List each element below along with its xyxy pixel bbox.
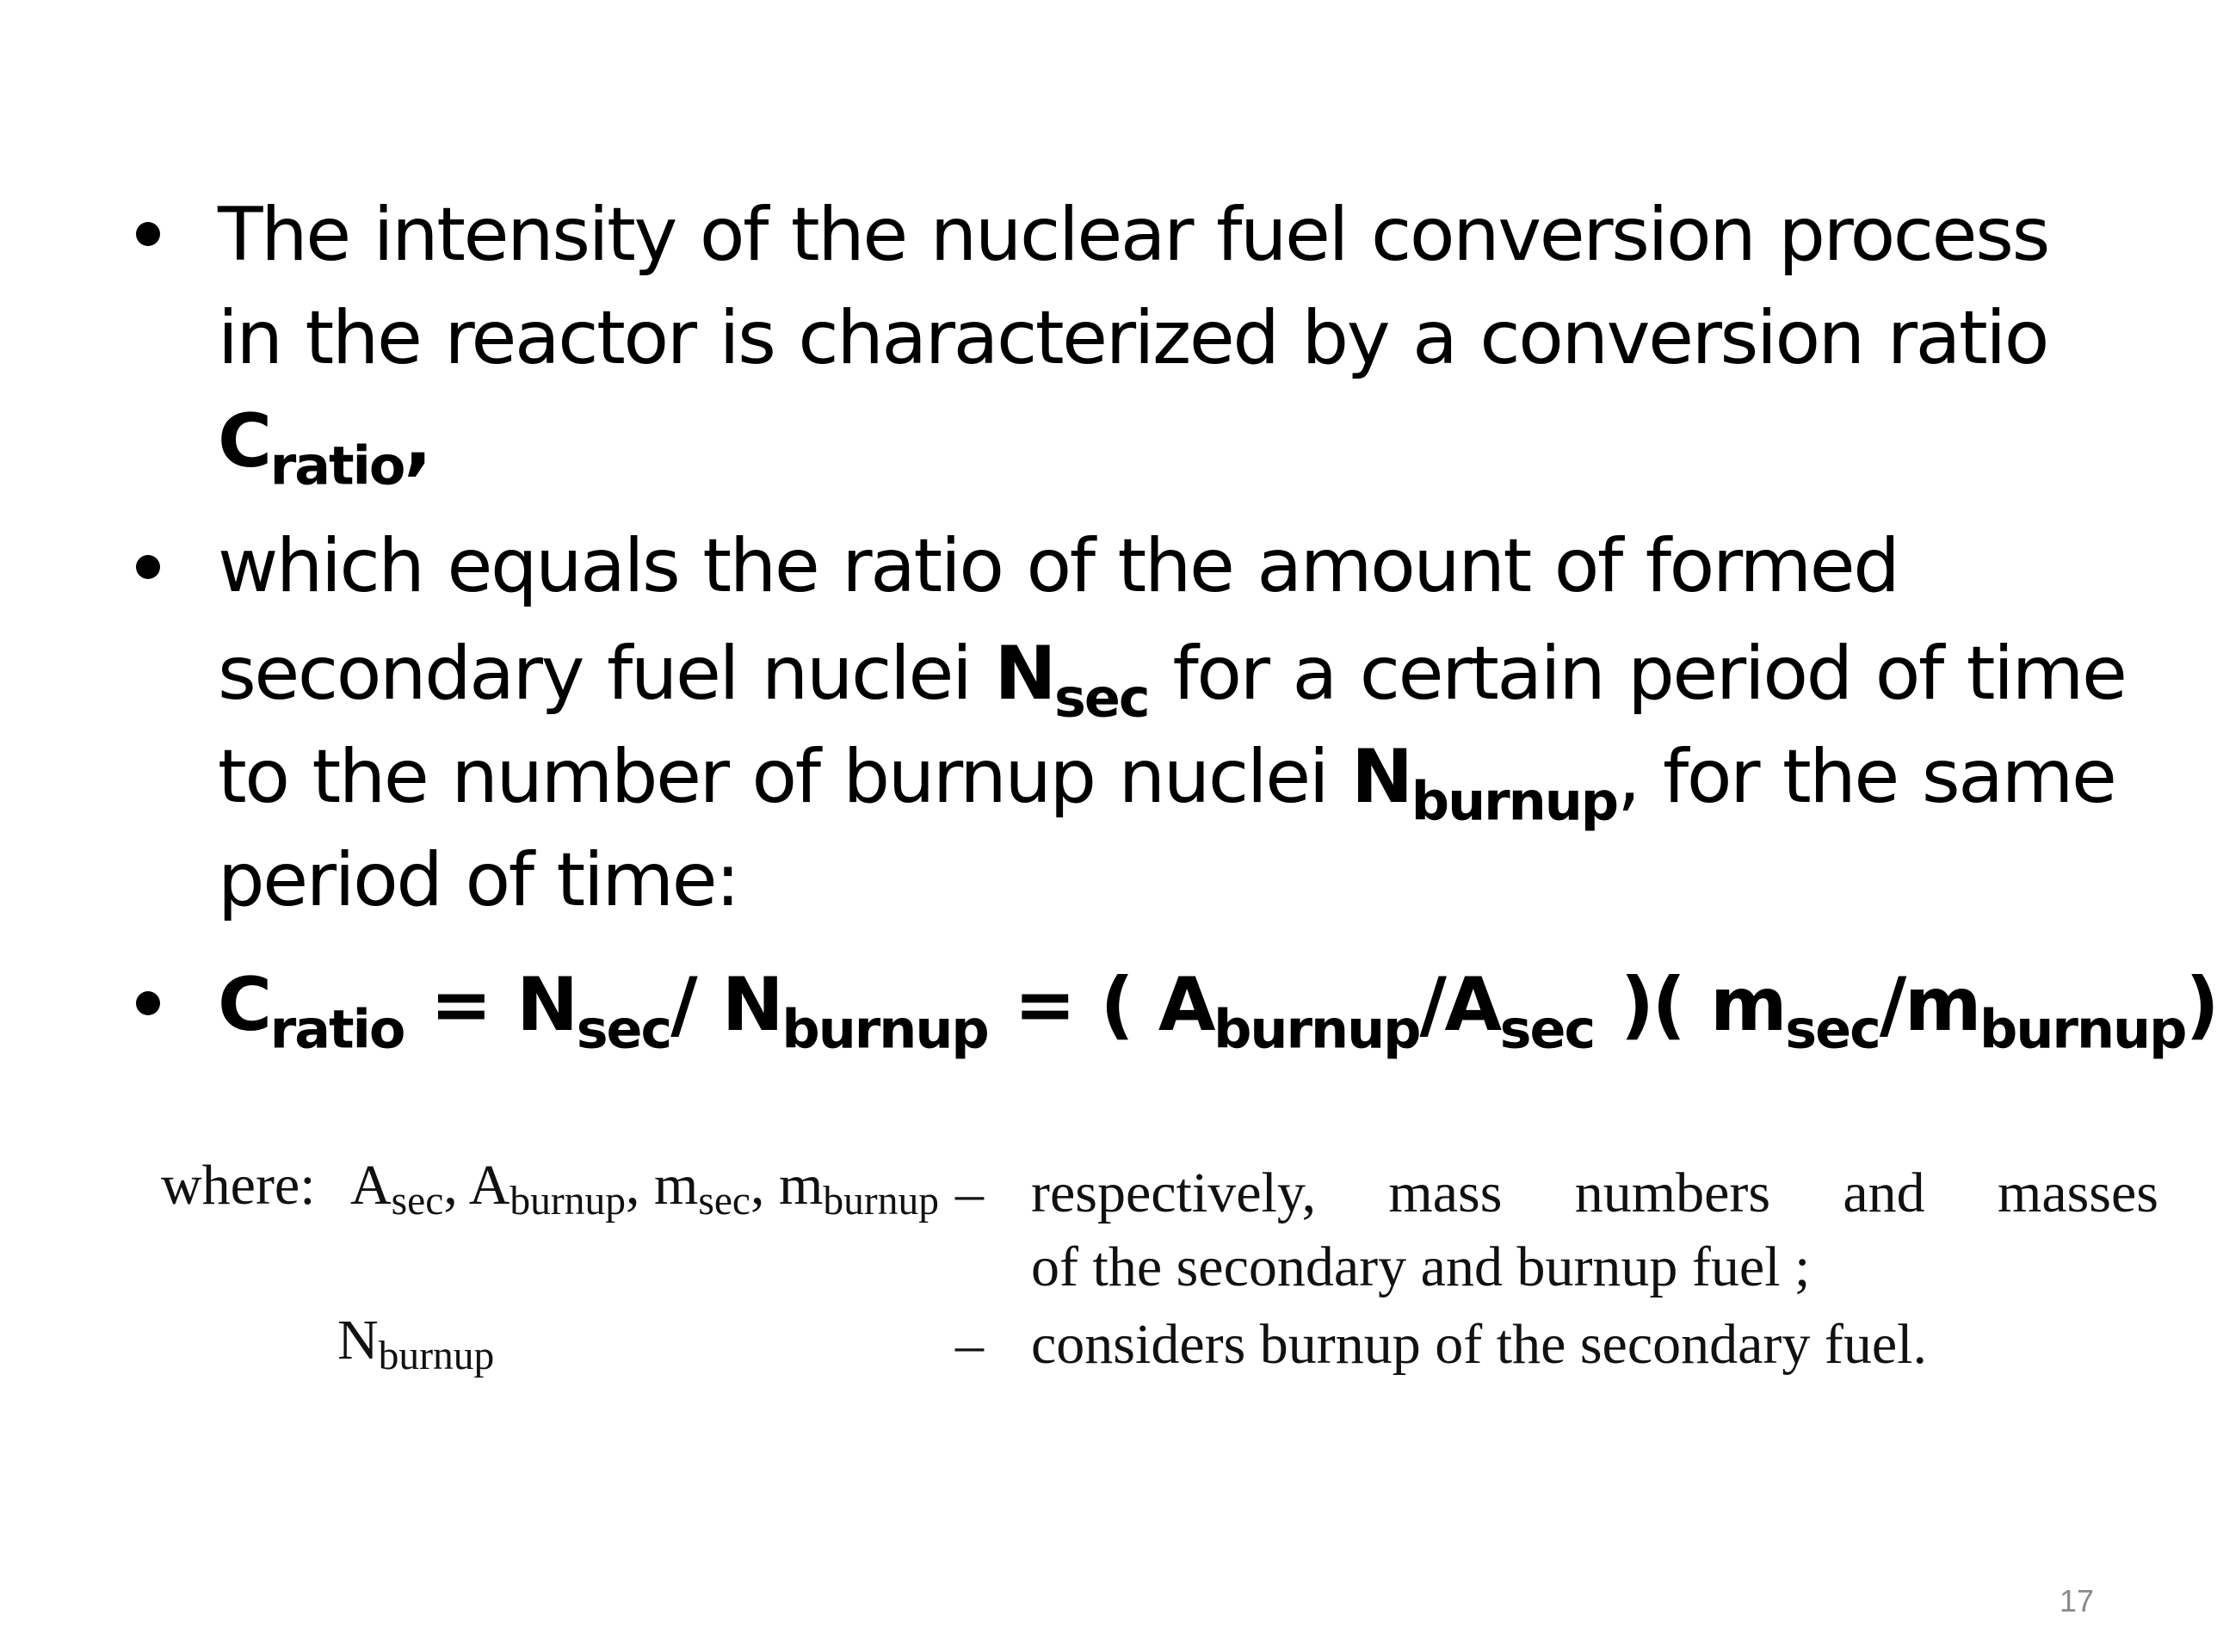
bullet2-line4: period of time: <box>218 837 738 923</box>
page-number: 17 <box>2059 1583 2095 1618</box>
bullet2-line2: secondary fuel nuclei $N_{sec}$ for a certain period of time <box>218 631 2126 730</box>
bullet2-line3: to the number of burnup nuclei $N_{burnup}$, for the same <box>218 734 2115 833</box>
bullet2-line1: which equals the ratio of the amount of formed <box>218 523 1899 609</box>
n-burnup-symbol: $N_{burnup}$ <box>1351 734 1618 833</box>
where-label: where: <box>161 1154 316 1217</box>
bullet1-line3 <box>218 398 430 497</box>
definition-1-line1: respectively, mass numbers and masses <box>1031 1162 2158 1224</box>
bullet1-line1: The intensity of the nuclear fuel conversion process <box>218 192 2048 278</box>
definition-1-line2: of the secondary and burnup fuel ; <box>1031 1236 1811 1298</box>
where-variables: $A_{sec}$, $A_{burnup}$, $m_{sec}$, $m_{burnup}$ <box>350 1154 939 1224</box>
where-variable-2: $N_{burnup}$ <box>337 1309 495 1378</box>
conversion-ratio-formula: $C_{ratio} = N_{sec}/$ $N_{burnup}$ = ( $A_{burnup}/A_{sec}$ )( $m_{sec}/m_{burnup}$) <box>218 962 2217 1061</box>
definition-dash: – <box>955 1313 984 1376</box>
bullet-dot <box>136 991 160 1015</box>
definition-dash: – <box>955 1162 984 1224</box>
bullet1-line2: in the reactor is characterized by a conversion ratio <box>218 295 2047 381</box>
n-sec-symbol: $N_{sec}$ <box>994 631 1149 730</box>
definition-2: considers burnup of the secondary fuel. <box>1031 1313 1928 1376</box>
bullet-dot <box>136 555 160 579</box>
bullet-dot <box>136 222 160 246</box>
c-ratio-symbol: $C_{ratio}$, <box>218 398 430 497</box>
